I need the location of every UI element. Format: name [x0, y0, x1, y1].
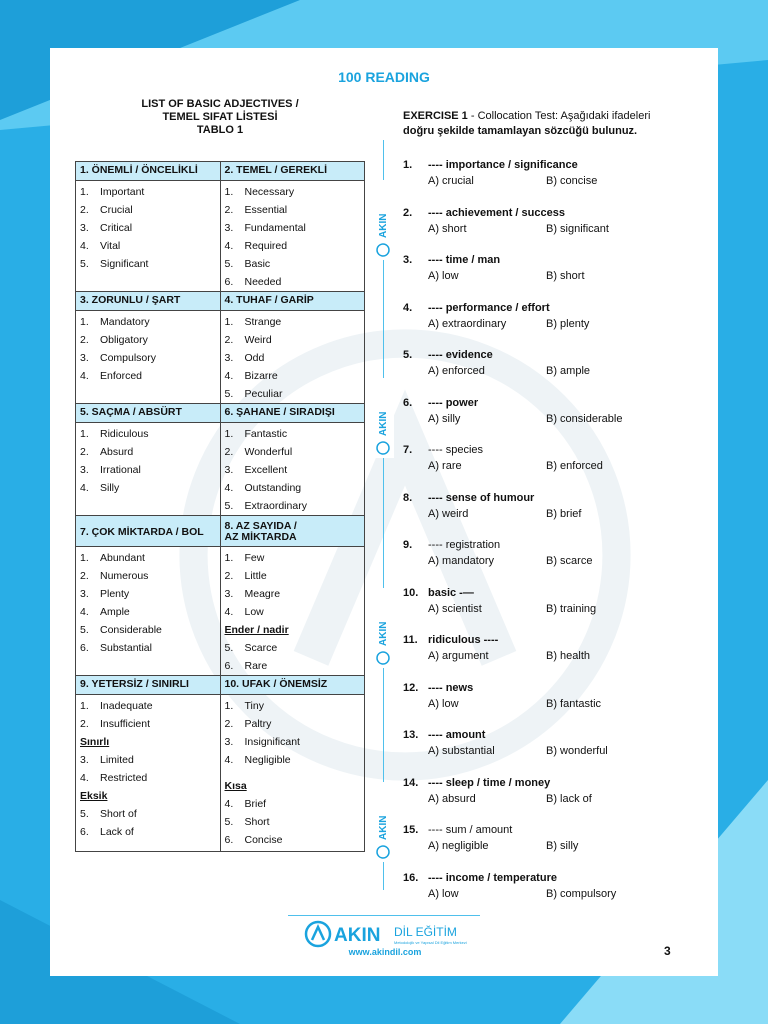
list-item-number: 1.	[224, 316, 234, 328]
list-item-number: 4.	[224, 798, 234, 810]
question-item	[403, 254, 703, 288]
side-logo-icon	[372, 378, 394, 458]
list-item-word: Bizarre	[244, 370, 278, 382]
list-item-number: 1.	[80, 552, 89, 564]
list-title-line: TABLO 1	[196, 124, 244, 136]
list-item	[225, 367, 365, 385]
option-b[interactable]: B) training	[546, 602, 597, 615]
adjective-table	[75, 161, 365, 852]
list-item-number: 3.	[224, 352, 234, 364]
list-item-number: 1.	[224, 552, 234, 564]
svg-text:AKIN: AKIN	[378, 815, 389, 840]
list-item	[80, 219, 220, 237]
list-item-word: Weird	[244, 334, 272, 346]
option-a[interactable]: A) low	[428, 270, 459, 282]
list-item-number: 2.	[224, 334, 234, 346]
option-b[interactable]: B) short	[546, 270, 585, 282]
list-item-word: Obligatory	[100, 334, 148, 346]
list-item-word: Fantastic	[244, 428, 288, 440]
question-item	[403, 729, 703, 763]
list-item-number: 6.	[224, 834, 234, 846]
table-header: 4. TUHAF / GARİP	[220, 292, 365, 311]
list-item-word: Numerous	[100, 570, 149, 582]
question-number: 4.	[403, 301, 413, 314]
svg-text:AKIN: AKIN	[378, 213, 389, 238]
list-item-word: Significant	[100, 258, 149, 270]
list-item	[225, 733, 365, 751]
list-item	[80, 805, 220, 823]
list-item-word: Scarce	[244, 642, 278, 654]
list-item-number: 5.	[80, 624, 89, 636]
page-title: 100 READING	[338, 69, 430, 85]
question-item	[403, 539, 703, 573]
list-item-word: Wonderful	[244, 446, 293, 458]
list-item-number: 3.	[80, 222, 89, 234]
list-item-number: 4.	[224, 754, 234, 766]
list-item-word: Paltry	[244, 718, 272, 730]
list-item	[80, 751, 220, 769]
list-item	[80, 567, 220, 585]
list-item	[80, 769, 220, 787]
option-b[interactable]: B) silly	[546, 840, 579, 852]
list-item-number: 6.	[224, 660, 234, 672]
list-item-word: Tiny	[244, 700, 264, 712]
list-item-word: Short	[244, 816, 270, 828]
list-item-number: 3.	[224, 464, 234, 476]
word-list	[221, 795, 365, 851]
option-b[interactable]: B) health	[546, 650, 591, 662]
list-item-number: 4.	[224, 370, 234, 382]
list-item-number: 4.	[80, 606, 89, 618]
option-b[interactable]: B) concise	[546, 175, 598, 187]
question-stem: ---- registration	[428, 539, 501, 551]
list-item-number: 4.	[80, 240, 89, 252]
list-item	[80, 639, 220, 657]
svg-text:AKIN: AKIN	[378, 621, 389, 646]
question-stem: ---- evidence	[428, 349, 493, 361]
list-item	[225, 795, 365, 813]
list-item-word: Extraordinary	[244, 500, 307, 512]
option-b[interactable]: B) compulsory	[546, 887, 617, 900]
question-item	[403, 397, 703, 431]
question-stem: ridiculous ----	[428, 634, 499, 646]
list-item-word: Outstanding	[244, 482, 302, 494]
list-item	[225, 603, 365, 621]
list-item-word: Strange	[244, 316, 282, 328]
list-item	[80, 183, 220, 201]
list-item	[225, 715, 365, 733]
table-header: 10. UFAK / ÖNEMSİZ	[220, 676, 365, 695]
list-item-number: 4.	[80, 370, 89, 382]
exercise-title-line2: doğru şekilde tamamlayan sözcüğü bulunuz.	[403, 125, 638, 137]
question-number: 6.	[403, 396, 413, 409]
list-item	[225, 273, 365, 291]
list-item	[80, 443, 220, 461]
question-number: 3.	[403, 254, 413, 266]
word-list	[221, 639, 365, 675]
list-item	[80, 585, 220, 603]
exercise-title	[403, 109, 703, 139]
option-a[interactable]: A) low	[428, 887, 459, 900]
word-list	[221, 311, 365, 403]
list-item-word: Irrational	[100, 464, 141, 476]
option-a[interactable]: A) low	[428, 697, 459, 710]
word-list	[76, 547, 220, 657]
option-b[interactable]: B) brief	[546, 507, 582, 520]
question-item	[403, 159, 703, 193]
question-item	[403, 634, 703, 668]
brand-logo-icon	[303, 919, 483, 949]
list-item-number: 2.	[80, 204, 89, 216]
list-item	[225, 385, 365, 403]
list-item-number: 3.	[80, 464, 89, 476]
question-number: 10.	[403, 586, 419, 599]
question-number: 16.	[403, 871, 419, 884]
option-a[interactable]: A) mandatory	[428, 555, 495, 567]
word-list	[76, 181, 220, 273]
list-item	[225, 831, 365, 849]
question-number: 7.	[403, 444, 413, 456]
table-header-line: AZ MİKTARDA	[224, 531, 297, 543]
list-item-word: Ample	[100, 606, 130, 618]
list-item-word: Mandatory	[100, 316, 150, 328]
list-item-word: Concise	[244, 834, 283, 846]
question-stem: ---- performance / effort	[428, 301, 550, 314]
word-list	[221, 181, 365, 291]
option-b[interactable]: B) lack of	[546, 792, 592, 805]
svg-text:AKIN: AKIN	[378, 411, 389, 436]
option-b[interactable]: B) wonderful	[546, 745, 608, 757]
list-item-word: Silly	[100, 482, 120, 494]
list-item-word: Required	[244, 240, 288, 252]
question-item	[403, 872, 703, 906]
exercise-title-rest: - Collocation Test: Aşağıdaki ifadeleri	[467, 110, 651, 122]
list-item-number: 4.	[224, 606, 234, 618]
subheading: Sınırlı	[80, 736, 110, 748]
table-header	[220, 516, 365, 547]
subheading: Kısa	[224, 780, 247, 792]
list-item-number: 1.	[224, 186, 234, 198]
list-item	[225, 697, 365, 715]
list-item-word: Compulsory	[100, 352, 157, 364]
list-item-number: 2.	[224, 570, 234, 582]
question-item	[403, 302, 703, 336]
list-item	[225, 639, 365, 657]
list-item-word: Vital	[100, 240, 121, 252]
list-item	[225, 657, 365, 675]
list-item-number: 5.	[80, 808, 89, 820]
word-list	[221, 695, 365, 769]
list-item-number: 1.	[80, 428, 89, 440]
option-a[interactable]: A) crucial	[428, 175, 474, 187]
list-item-word: Insignificant	[244, 736, 300, 748]
website-url[interactable]: www.akindil.com	[348, 947, 422, 957]
list-item	[80, 603, 220, 621]
option-a[interactable]: A) substantial	[428, 745, 495, 757]
list-item	[80, 425, 220, 443]
question-number: 9.	[403, 539, 413, 551]
list-item	[80, 621, 220, 639]
option-a[interactable]: A) weird	[428, 507, 469, 520]
list-item-number: 2.	[80, 446, 89, 458]
table-header: 9. YETERSİZ / SINIRLI	[76, 676, 221, 695]
list-item	[80, 331, 220, 349]
question-stem: ---- sleep / time / money	[428, 776, 551, 789]
question-stem: ---- importance / significance	[428, 159, 578, 171]
list-item-number: 6.	[80, 826, 89, 838]
list-item-number: 6.	[80, 642, 89, 654]
page-number: 3	[664, 944, 671, 958]
list-item	[80, 715, 220, 733]
list-item	[80, 255, 220, 273]
list-item	[80, 313, 220, 331]
list-item-word: Abundant	[100, 552, 145, 564]
question-stem: ---- income / temperature	[428, 871, 557, 884]
option-a[interactable]: A) scientist	[428, 602, 482, 615]
list-item	[80, 237, 220, 255]
question-stem: ---- news	[428, 681, 474, 694]
list-item	[225, 201, 365, 219]
list-item-number: 4.	[224, 482, 234, 494]
list-item-word: Restricted	[100, 772, 148, 784]
list-item-number: 4.	[224, 240, 234, 252]
svg-text:DİL EĞİTİM: DİL EĞİTİM	[394, 925, 457, 939]
list-item-number: 1.	[80, 316, 89, 328]
question-stem: ---- sum / amount	[428, 824, 513, 836]
question-item	[403, 682, 703, 716]
list-item-word: Rare	[244, 660, 268, 672]
list-item-word: Necessary	[244, 186, 295, 198]
question-number: 15.	[403, 824, 419, 836]
list-item-number: 1.	[224, 700, 234, 712]
question-stem: ---- time / man	[428, 254, 501, 266]
list-item-word: Lack of	[100, 826, 134, 838]
list-item-number: 5.	[224, 642, 234, 654]
list-item	[225, 331, 365, 349]
list-item-word: Absurd	[100, 446, 134, 458]
list-item	[225, 461, 365, 479]
list-item-number: 2.	[224, 446, 234, 458]
question-item	[403, 207, 703, 241]
list-item-word: Limited	[100, 754, 134, 766]
side-logo-icon	[372, 180, 394, 260]
option-b[interactable]: B) significant	[546, 222, 609, 235]
list-item-number: 2.	[80, 334, 89, 346]
list-item-word: Considerable	[100, 624, 162, 636]
list-item	[80, 201, 220, 219]
option-b[interactable]: B) scarce	[546, 555, 593, 567]
question-item	[403, 824, 703, 858]
question-item	[403, 777, 703, 811]
word-list	[76, 751, 220, 787]
list-item-word: Inadequate	[100, 700, 153, 712]
question-number: 1.	[403, 159, 413, 171]
list-item	[225, 585, 365, 603]
list-item-number: 1.	[80, 186, 89, 198]
question-item	[403, 492, 703, 526]
list-item-number: 2.	[224, 204, 234, 216]
list-item-number: 4.	[80, 482, 89, 494]
option-b[interactable]: B) ample	[546, 365, 591, 377]
list-item-word: Short of	[100, 808, 137, 820]
option-a[interactable]: A) absurd	[428, 792, 476, 805]
question-stem: basic -—	[428, 586, 474, 599]
question-number: 13.	[403, 729, 419, 741]
list-item-word: Enforced	[100, 370, 143, 382]
list-item-word: Meagre	[244, 588, 281, 600]
list-item-number: 3.	[224, 588, 234, 600]
question-item	[403, 587, 703, 621]
table-header: 3. ZORUNLU / ŞART	[76, 292, 221, 311]
table-header: 2. TEMEL / GEREKLİ	[220, 162, 365, 181]
list-item-word: Few	[244, 552, 265, 564]
list-item-word: Peculiar	[244, 388, 283, 400]
word-list	[221, 423, 365, 515]
word-list	[76, 805, 220, 841]
svg-text:AKIN: AKIN	[334, 925, 381, 946]
table-header: 1. ÖNEMLİ / ÖNCELİKLİ	[76, 162, 221, 181]
list-item-word: Insufficient	[100, 718, 151, 730]
list-item-word: Fundamental	[244, 222, 306, 234]
list-item	[80, 697, 220, 715]
list-item	[225, 567, 365, 585]
option-a[interactable]: A) extraordinary	[428, 317, 507, 330]
list-item-number: 2.	[80, 570, 89, 582]
list-item	[225, 183, 365, 201]
subheading: Eksik	[80, 790, 108, 802]
footer-divider	[288, 915, 480, 916]
list-item-number: 1.	[80, 700, 89, 712]
list-item-number: 3.	[224, 736, 234, 748]
question-item	[403, 444, 703, 478]
list-item-word: Basic	[244, 258, 271, 270]
list-item	[225, 219, 365, 237]
question-number: 12.	[403, 681, 419, 694]
list-item-word: Odd	[244, 352, 265, 364]
list-item	[225, 443, 365, 461]
list-item-number: 5.	[224, 816, 234, 828]
list-item-word: Ridiculous	[100, 428, 149, 440]
list-item	[225, 237, 365, 255]
list-item-word: Substantial	[100, 642, 152, 654]
option-a[interactable]: A) argument	[428, 650, 489, 662]
list-item-word: Needed	[244, 276, 282, 288]
list-title-line: TEMEL SIFAT LİSTESİ	[162, 111, 278, 123]
list-title-line: LIST OF BASIC ADJECTIVES /	[141, 98, 299, 110]
list-item-number: 1.	[224, 428, 234, 440]
list-item-word: Critical	[100, 222, 133, 234]
list-item-number: 5.	[224, 500, 234, 512]
list-item-word: Excellent	[244, 464, 288, 476]
list-item	[225, 255, 365, 273]
list-item	[80, 461, 220, 479]
option-a[interactable]: A) short	[428, 222, 467, 235]
question-item	[403, 349, 703, 383]
word-list	[221, 547, 365, 621]
question-number: 2.	[403, 206, 413, 219]
word-list	[76, 423, 220, 497]
question-number: 14.	[403, 776, 419, 789]
list-item	[80, 823, 220, 841]
word-list	[76, 695, 220, 733]
side-logo-icon	[372, 588, 394, 668]
list-item	[225, 425, 365, 443]
option-a[interactable]: A) rare	[428, 460, 462, 472]
option-b[interactable]: B) plenty	[546, 317, 590, 330]
table-header: 5. SAÇMA / ABSÜRT	[76, 404, 221, 423]
list-item-number: 4.	[80, 772, 89, 784]
option-b[interactable]: B) considerable	[546, 412, 623, 425]
list-item	[225, 497, 365, 515]
list-item-number: 3.	[224, 222, 234, 234]
list-item	[225, 751, 365, 769]
question-number: 11.	[403, 634, 418, 646]
question-stem: ---- amount	[428, 729, 486, 741]
list-item	[80, 349, 220, 367]
list-item-word: Low	[244, 606, 264, 618]
list-item	[225, 549, 365, 567]
list-item-number: 5.	[80, 258, 89, 270]
list-item-word: Crucial	[100, 204, 133, 216]
list-item	[225, 349, 365, 367]
list-item-word: Important	[100, 186, 145, 198]
list-item	[225, 813, 365, 831]
list-item-number: 3.	[80, 754, 89, 766]
list-item-word: Negligible	[244, 754, 291, 766]
list-item-word: Essential	[244, 204, 288, 216]
question-stem: ---- achievement / success	[428, 206, 565, 219]
list-item-number: 5.	[224, 258, 234, 270]
list-title	[120, 98, 320, 137]
question-stem: ---- power	[428, 396, 479, 409]
question-number: 5.	[403, 349, 413, 361]
list-item-word: Brief	[244, 798, 267, 810]
table-header-line: 8. AZ SAYIDA /	[224, 520, 297, 532]
list-item-number: 3.	[80, 588, 89, 600]
exercise-title-bold: EXERCISE 1	[403, 110, 468, 122]
option-b[interactable]: B) fantastic	[546, 697, 602, 710]
subheading: Ender / nadir	[224, 624, 289, 636]
svg-text:Metodolojik ve Yapısal Dil Eği: Metodolojik ve Yapısal Dil Eğitim Merkezi	[394, 940, 467, 945]
list-item	[80, 479, 220, 497]
list-item-number: 6.	[224, 276, 234, 288]
word-list	[76, 311, 220, 385]
side-logo-icon	[372, 782, 394, 862]
table-header: 6. ŞAHANE / SIRADIŞI	[220, 404, 365, 423]
list-item	[225, 479, 365, 497]
list-item-number: 2.	[224, 718, 234, 730]
list-item-word: Little	[244, 570, 267, 582]
list-item	[80, 549, 220, 567]
option-a[interactable]: A) enforced	[428, 365, 485, 377]
option-b[interactable]: B) enforced	[546, 460, 603, 472]
list-item-number: 5.	[224, 388, 234, 400]
option-a[interactable]: A) silly	[428, 412, 461, 425]
list-item	[225, 313, 365, 331]
question-stem: ---- species	[428, 444, 484, 456]
question-number: 8.	[403, 491, 413, 504]
list-item-word: Plenty	[100, 588, 130, 600]
list-item	[80, 367, 220, 385]
list-item-number: 3.	[80, 352, 89, 364]
table-header: 7. ÇOK MİKTARDA / BOL	[76, 516, 221, 547]
list-item-number: 2.	[80, 718, 89, 730]
option-a[interactable]: A) negligible	[428, 840, 489, 852]
question-stem: ---- sense of humour	[428, 491, 535, 504]
